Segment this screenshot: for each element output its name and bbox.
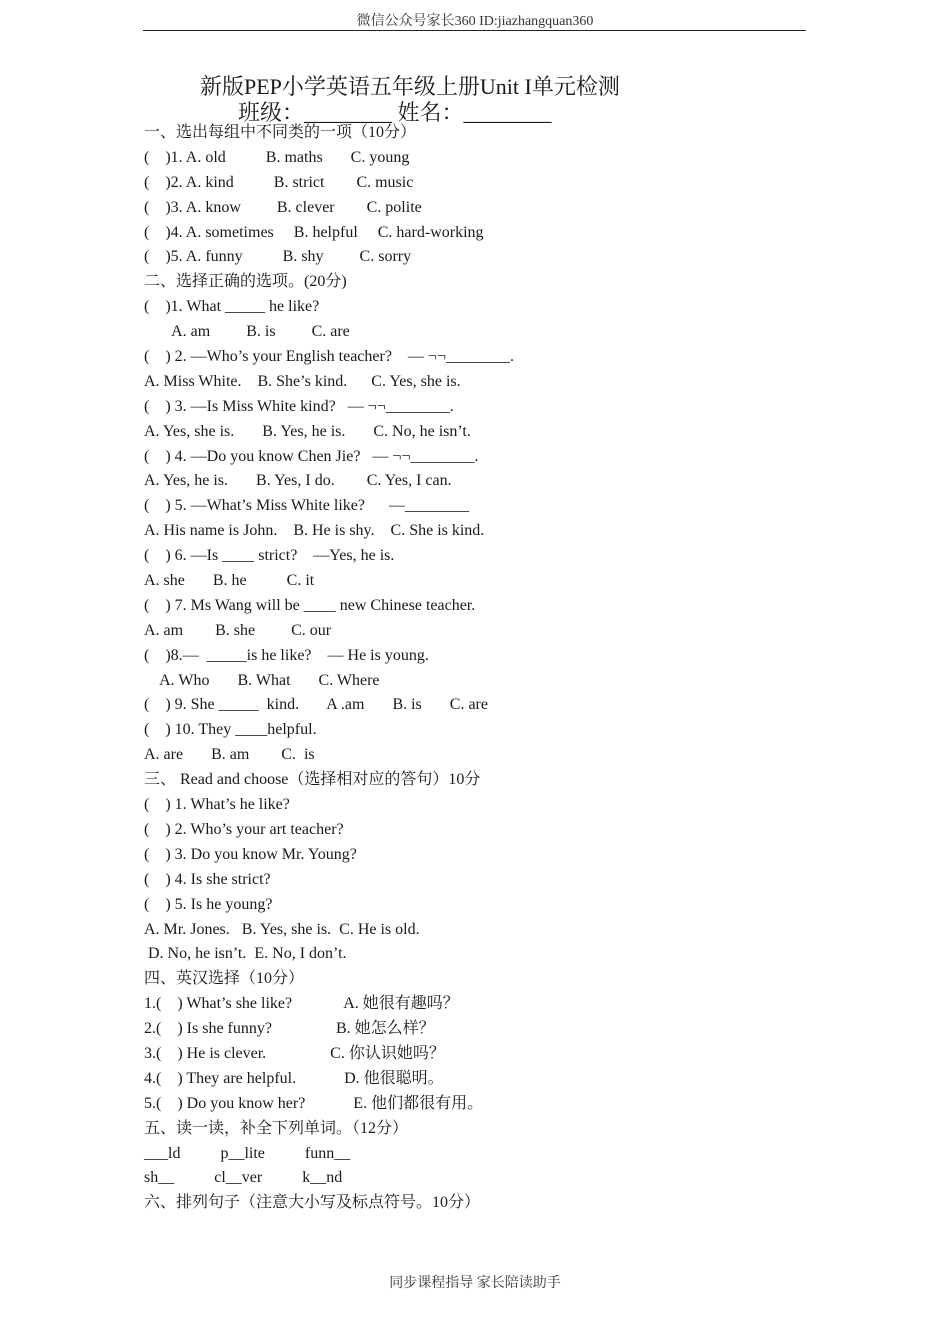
section-3-heading: 三、 Read and choose（选择相对应的答句）10分	[144, 771, 481, 789]
options-line: A. are B. am C. is	[144, 746, 315, 764]
word-fill-line: ___ld p__lite funn__	[144, 1144, 351, 1162]
matching-line: 5.( ) Do you know her? E. 他们都很有用。	[144, 1094, 484, 1112]
header-divider	[143, 30, 806, 31]
class-name-line: 班级：________ 姓名：________	[238, 100, 552, 125]
matching-line: 1.( ) What’s she like? A. 她很有趣吗？	[144, 995, 459, 1013]
options-line: A. Yes, he is. B. Yes, I do. C. Yes, I can.	[144, 472, 452, 490]
question-line: ( )3. A. know B. clever C. polite	[144, 198, 422, 216]
options-line: A. am B. is C. are	[144, 323, 350, 341]
question-line: ( )2. A. kind B. strict C. music	[144, 173, 414, 191]
options-line: A. His name is John. B. He is shy. C. She is kind.	[144, 522, 485, 540]
question-line: ( )1. A. old B. maths C. young	[144, 148, 410, 166]
section-1-heading: 一、选出每组中不同类的一项（10分）	[144, 124, 417, 141]
question-line: ( ) 3. Do you know Mr. Young?	[144, 845, 357, 863]
question-line: ( ) 7. Ms Wang will be ____ new Chinese teacher.	[144, 596, 476, 614]
question-line: ( ) 4. Is she strict?	[144, 870, 271, 888]
options-line: A. Yes, she is. B. Yes, he is. C. No, he isn’t.	[144, 422, 471, 440]
question-line: ( )1. What _____ he like?	[144, 298, 320, 316]
matching-line: 4.( ) They are helpful. D. 他很聪明。	[144, 1069, 444, 1087]
answers-line: D. No, he isn’t. E. No, I don’t.	[144, 945, 347, 963]
section-5-heading: 五、读一读，补全下列单词。（12分）	[144, 1119, 409, 1137]
section-4-heading: 四、英汉选择（10分）	[144, 970, 305, 988]
options-line: A. am B. she C. our	[144, 621, 332, 639]
question-line: ( )8.— _____is he like? — He is young.	[144, 646, 429, 664]
question-line: ( ) 4. —Do you know Chen Jie? — ¬¬________.	[144, 447, 479, 465]
answers-line: A. Mr. Jones. B. Yes, she is. C. He is old.	[144, 920, 420, 938]
question-line: ( )5. A. funny B. shy C. sorry	[144, 248, 412, 266]
question-line: ( )4. A. sometimes B. helpful C. hard-working	[144, 223, 484, 241]
worksheet-body	[144, 121, 824, 1216]
page-header: 微信公众号家长360 ID:jiazhangquan360	[356, 14, 594, 29]
options-line: A. Who B. What C. Where	[144, 671, 380, 689]
word-fill-line: sh__ cl__ver k__nd	[144, 1169, 343, 1187]
page-footer: 同步课程指导 家长陪读助手	[389, 1276, 561, 1291]
options-line: A. Miss White. B. She’s kind. C. Yes, she is.	[144, 372, 461, 390]
question-line: ( ) 3. —Is Miss White kind? — ¬¬________.	[144, 397, 454, 415]
question-line: ( ) 2. —Who’s your English teacher? — ¬¬________.	[144, 348, 514, 366]
question-line: ( ) 6. —Is ____ strict? —Yes, he is.	[144, 547, 395, 565]
options-line: A. she B. he C. it	[144, 572, 315, 590]
matching-line: 2.( ) Is she funny? B. 她怎么样？	[144, 1020, 435, 1038]
question-line: ( ) 5. —What’s Miss White like? —________	[144, 497, 469, 515]
question-line: ( ) 1. What’s he like?	[144, 796, 290, 814]
question-line: ( ) 10. They ____helpful.	[144, 721, 317, 739]
document-title: 新版PEP小学英语五年级上册Unit I单元检测	[200, 74, 620, 99]
question-line: ( ) 5. Is he young?	[144, 895, 273, 913]
section-2-heading: 二、选择正确的选项。(20分)	[144, 273, 347, 291]
section-6-heading: 六、排列句子（注意大小写及标点符号。10分）	[144, 1194, 481, 1212]
matching-line: 3.( ) He is clever. C. 你认识她吗？	[144, 1044, 445, 1062]
question-line: ( ) 9. She _____ kind. A .am B. is C. are	[144, 696, 488, 714]
question-line: ( ) 2. Who’s your art teacher?	[144, 820, 344, 838]
